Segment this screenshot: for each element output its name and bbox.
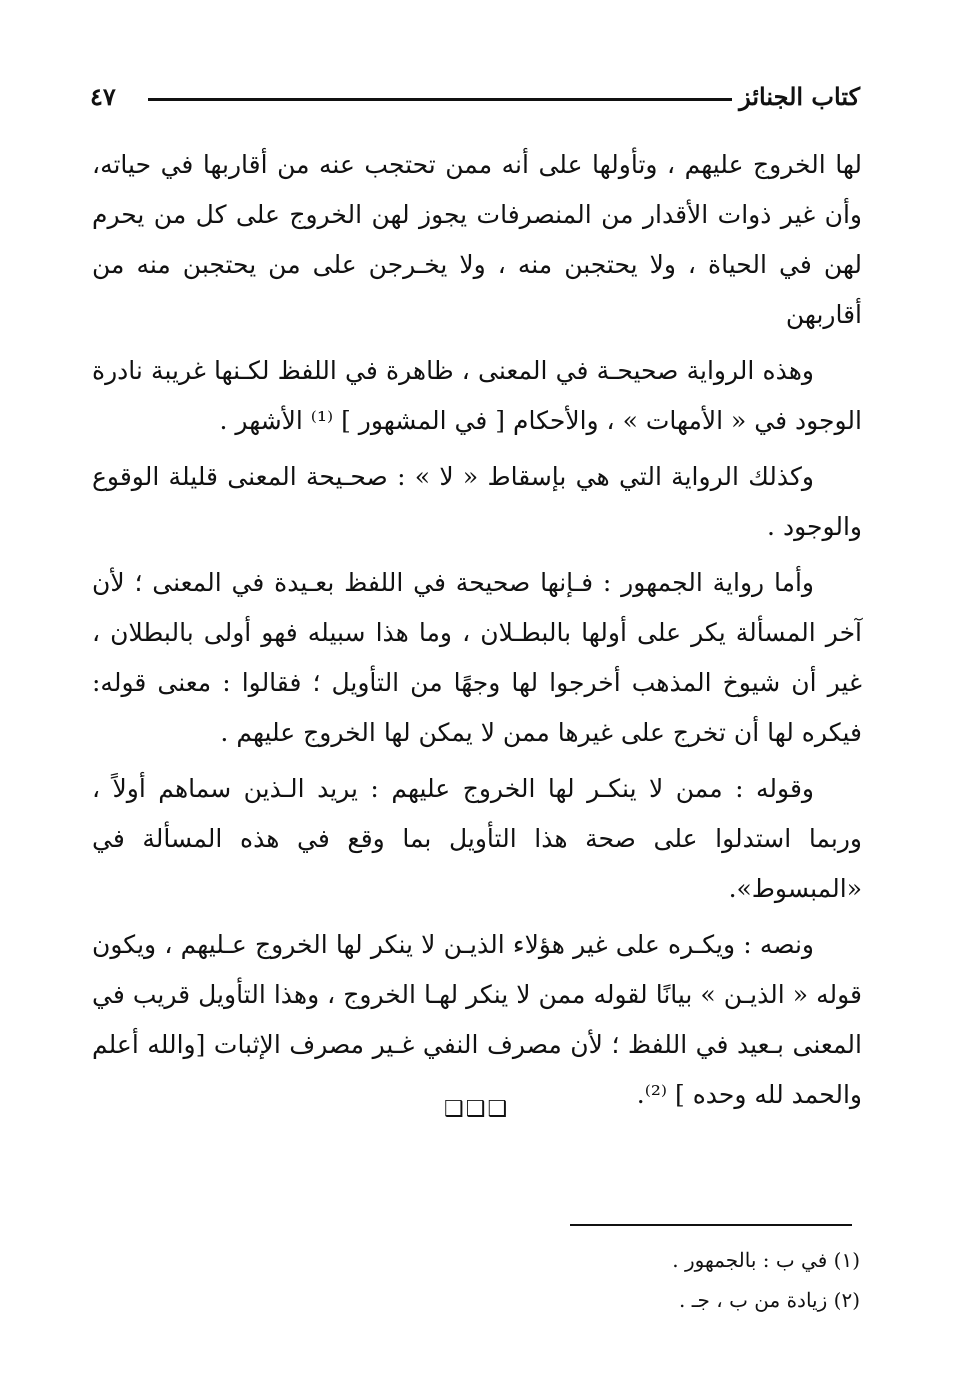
footnotes xyxy=(500,1240,860,1320)
paragraph-4: وأما رواية الجمهور : فـإنها صحيحة في اللفظ بعـيدة في المعنى ؛ لأن آخر المسألة يكر على أولها بالبطـلان ، وما هذا سبيله فهو أولى بالبطلان ، غير أن شيوخ المذهب أخرجوا لها وجهًا من التأويل ؛ فقالوا : معنى قوله: فيكره لها أن تخرج على غيرها ممن لا يمكن لها الخروج عليهم . xyxy=(92,568,862,747)
chapter-title: كتاب الجنائز xyxy=(739,82,860,111)
paragraph-6: ونصه : ويكـره على غير هؤلاء الذيـن لا ينكر لها الخروج عـليهم ، ويكون قوله « الذيـن » بيانًا لقوله ممن لا ينكر لهـا الخروج ، وهذا التأويل قريب في المعنى بـعيد في اللفظ ؛ لأن مصرف النفي غـير مصرف الإثبات [والله أعلم والحمد لله وحده ] ⁽²⁾. xyxy=(92,930,862,1109)
header-rule xyxy=(148,98,732,101)
page-number: ٤٧ xyxy=(90,82,116,111)
footnote-rule xyxy=(570,1224,852,1226)
paragraph-5: وقوله : ممن لا ينكـر لها الخروج عليهم : يريد الـذين سماهم أولاً ، وربما استدلوا على صحة هذا التأويل بما وقع في هذه المسألة في «المبسوط». xyxy=(92,774,862,903)
main-text xyxy=(92,140,862,1126)
section-ornament: ❑❑❑ xyxy=(443,1097,510,1122)
page-header xyxy=(90,82,860,122)
footnote-1: (١) في ب : بالجمهور . xyxy=(672,1248,860,1272)
footnote-2: (٢) زيادة من ب ، جـ . xyxy=(678,1288,860,1312)
paragraph-2: وهذه الرواية صحيحـة في المعنى ، ظاهرة في اللفظ لكـنها غريبة نادرة الوجود في « الأمهات » ، والأحكام [ في المشهور ] ⁽¹⁾ الأشهر . xyxy=(92,356,862,435)
paragraph-3: وكذلك الرواية التي هي بإسقاط « لا » : صحـيحة المعنى قليلة الوقوع والوجود . xyxy=(92,462,862,541)
paragraph-1: لها الخروج عليهم ، وتأولها على أنه ممن تحتجب عنه من أقاربها في حياته، وأن غير ذوات الأقدار من المنصرفات يجوز لهن الخروج على كل من يحرم لهن في الحياة ، ولا يحتجبن منه ، ولا يخـرجن على من يحتجبن منه من أقاربهن xyxy=(92,150,862,329)
